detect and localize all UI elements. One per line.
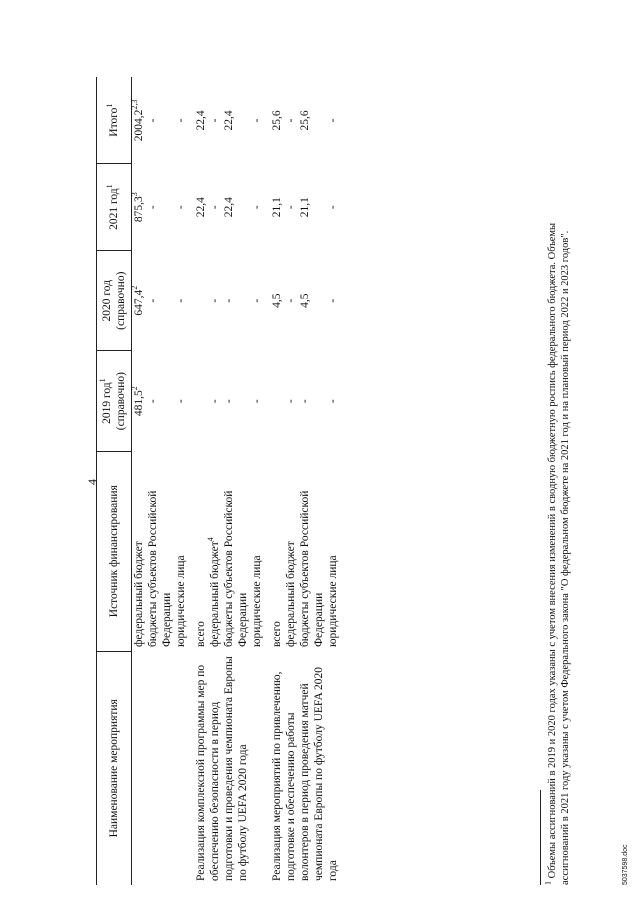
value-2020: 4,5 [299,293,311,308]
value-total: - [285,118,297,123]
value-2020: - [327,298,339,303]
value-2020-cell [146,251,174,351]
value-2019-cell [132,351,147,451]
value-2020-cell [270,251,284,351]
value-2019-cell [208,351,222,451]
value-2021: - [285,205,297,210]
footnotes [543,85,572,885]
source-label: бюджеты субъектов Российской Федерации [299,490,325,648]
value-total-cell [270,77,284,164]
value-2019: - [251,399,263,404]
value-2020: - [223,298,235,303]
value-2019: - [327,399,339,404]
value-2021-cell [174,164,188,251]
value-total: 25,6 [271,110,283,131]
value-2021: 21,1 [299,197,311,218]
footnote-rule [540,790,541,885]
source-cell [326,451,340,651]
document-id: 5037598.doc [622,844,629,885]
source-label: бюджеты субъектов Российской Федерации [147,490,173,648]
value-total-cell [298,77,326,164]
value-total: 22,4 [195,110,207,131]
value-2020-cell [208,251,222,351]
value-2020: 4,5 [271,293,283,308]
value-total-cell [194,77,208,164]
measure-name: Реализация мероприятий по привлечению, подготовке и обеспечению работы волонтеров в период проведения матчей чемпионата Европы по футболу UEFA 2020 года [271,667,339,881]
source-label: бюджеты субъектов Российской Федерации [223,490,249,648]
value-total: - [327,118,339,123]
value-2021-cell [326,164,340,251]
value-2020-cell [194,251,208,351]
value-2019-cell [222,351,250,451]
table-row [194,77,208,885]
source-cell [146,451,174,651]
value-2021-cell [132,164,147,251]
value-2021-footnote-mark: 3 [130,192,140,197]
source-label: федеральный бюджет [285,541,297,648]
value-total-footnote-mark: 2,3 [130,99,140,110]
value-total: 2004,2 [133,109,145,142]
value-2021: - [251,205,263,210]
source-label: федеральный бюджет [209,541,221,648]
header-2019: 2019 год$^1$ (справочно) [97,351,132,451]
value-2021-cell [222,164,250,251]
value-total: - [147,118,159,123]
value-2021-cell [146,164,174,251]
value-2020: - [285,298,297,303]
header-total: Итого$^1$ [97,77,132,164]
header-name: Наименование мероприятия [97,651,132,885]
page-number: 4 [85,479,99,485]
source-label: юридические лица [327,555,339,648]
value-2020-cell [298,251,326,351]
value-2020: - [147,298,159,303]
value-2021: 21,1 [271,197,283,218]
table-body [132,77,341,885]
source-cell [270,451,284,651]
measure-name-cell [132,651,189,885]
value-2021-cell [298,164,326,251]
value-2021-cell [284,164,298,251]
value-2020-cell [174,251,188,351]
value-2019-cell [194,351,208,451]
value-2019: - [147,399,159,404]
value-total: 22,4 [223,110,235,131]
value-2021-cell [250,164,264,251]
value-2021-cell [194,164,208,251]
value-2021: 22,4 [195,197,207,218]
value-2020: - [175,298,187,303]
value-2020: - [251,298,263,303]
value-total: - [175,118,187,123]
value-2019-cell [298,351,326,451]
source-label: всего [195,621,207,648]
source-cell [298,451,326,651]
value-2021: - [175,205,187,210]
value-total: - [251,118,263,123]
value-2019-cell [250,351,264,451]
table-header-row [97,77,132,885]
source-cell [250,451,264,651]
value-2019-footnote-mark: 2 [130,386,140,391]
value-2019: - [299,399,311,404]
value-2020-footnote-mark: 2 [130,285,140,290]
source-cell [284,451,298,651]
value-2021: 22,4 [223,197,235,218]
value-total-cell [326,77,340,164]
measure-name-cell [270,651,340,885]
header-source: Источник финансирования [97,451,132,651]
value-2020-cell [284,251,298,351]
value-2019-cell [146,351,174,451]
value-2019-cell [284,351,298,451]
measure-name-cell [194,651,264,885]
value-2020: 647,4 [133,289,145,316]
value-2019-cell [174,351,188,451]
value-2019: - [285,399,297,404]
value-2020-cell [326,251,340,351]
source-cell [132,451,147,651]
value-total: 25,6 [299,110,311,131]
value-2021: 875,3 [133,196,145,223]
source-label: юридические лица [175,555,187,648]
value-2020: - [209,298,221,303]
source-footnote-mark: 4 [206,537,216,542]
value-2019: 481,5 [133,390,145,417]
value-total-cell [132,77,147,164]
footnote-1: $^1$ Объемы ассигнований в 2019 и 2020 годах указаны с учетом внесения изменений в сводную бюджетную роспись федерального бюджета. Объемы [543,222,558,885]
value-total-cell [174,77,188,164]
table-row [132,77,147,885]
source-cell [208,451,222,651]
value-2019: - [223,399,235,404]
source-cell [222,451,250,651]
source-cell [174,451,188,651]
value-2021: - [209,205,221,210]
value-2019: - [209,399,221,404]
value-total-cell [208,77,222,164]
value-2019-cell [326,351,340,451]
table-row [270,77,284,885]
source-label: всего [271,621,283,648]
value-total: - [209,118,221,123]
value-2020-cell [222,251,250,351]
source-label: федеральный бюджет [133,541,145,648]
footnote-1-cont: ассигнований в 2021 году указаны с учетом Федерального закона "О федеральном бюджете на 2021 год и на плановый период 2022 и 2023 годов". [560,230,571,885]
value-2019: - [175,399,187,404]
value-total-cell [250,77,264,164]
financing-table [96,77,340,885]
value-total-cell [284,77,298,164]
value-total-cell [146,77,174,164]
value-2020-cell [132,251,147,351]
source-cell [194,451,208,651]
value-2021-cell [208,164,222,251]
value-2021: - [147,205,159,210]
measure-name: Реализация комплексной программы мер по обеспечению безопасности в период подготовки и проведения чемпионата Европы по футболу UEFA 2020 года [195,656,249,881]
header-2020: 2020 год (справочно) [97,251,132,351]
value-2021: - [327,205,339,210]
value-2021-cell [270,164,284,251]
value-2020-cell [250,251,264,351]
source-label: юридические лица [251,555,263,648]
header-2021: 2021 год$^1$ [97,164,132,251]
value-total-cell [222,77,250,164]
value-2019-cell [270,351,284,451]
